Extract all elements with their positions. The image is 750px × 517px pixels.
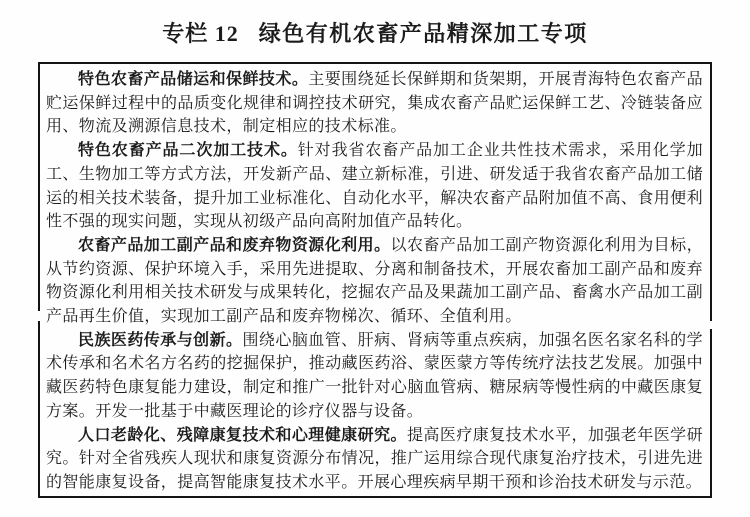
paragraph-body: 针对我省农畜产品加工企业共性技术需求，采用化学加工、生物加工等方式方法，开发新产品、建立新标准，引进、研发适于我省农畜产品加工储运的相关技术装备，提升加工业标准化、自动化水平，解决农畜产品附加值不高、食用便利性不强的现实问题，实现从初级产品向高附加值产品转化。 — [46, 142, 704, 231]
border-seam-right — [708, 321, 714, 329]
paragraph-body: 提高医疗康复技术水平，加强老年医学研究。针对全省残疾人现状和康复资源分布情况，推广运用综合现代康复治疗技术，引进先进的智能康复设备，提高智能康复技术水平。开展心理疾病早期干预和诊治技术研发与示范。 — [46, 426, 703, 491]
special-column-box — [38, 62, 712, 498]
panel-paragraph — [46, 139, 703, 234]
panel-paragraph — [46, 68, 703, 139]
paragraph-body: 以农畜产品加工副产物资源化利用为目标，从节约资源、保护环境入手，采用先进提取、分离和制备技术，开展农畜加工副产品和废弃物资源化利用相关技术研发与成果转化，挖掘农产品及果蔬加工副产品、畜禽水产品加工副产品再生价值，实现加工副产品和废弃物梯次、循环、全值利用。 — [46, 236, 703, 326]
title-text: 绿色有机农畜产品精深加工专项 — [258, 21, 588, 46]
border-seam-left — [36, 311, 42, 321]
paragraph-lead: 民族医药传承与创新。 — [78, 331, 243, 349]
paragraph-lead: 特色农畜产品二次加工技术。 — [78, 142, 298, 160]
page-title — [0, 17, 750, 48]
panel-paragraph — [46, 424, 703, 495]
paragraph-body: 主要围绕延长保鲜期和货架期，开展青海特色农畜产品贮运保鲜过程中的品质变化规律和调控技术研究，集成农畜产品贮运保鲜工艺、冷链装备应用、物流及溯源信息技术，制定相应的技术标准。 — [46, 71, 703, 136]
paragraph-body: 围绕心脑血管、肝病、肾病等重点疾病，加强名医名家名科的学术传承和名术名方名药的挖掘保护，推动藏医药浴、蒙医蒙方等传统疗法技艺发展。加强中藏医药特色康复能力建设，制定和推广一批针对心脑血管病、糖尿病等慢性病的中藏医康复方案。开发一批基于中藏医理论的诊疗仪器与设备。 — [46, 331, 703, 420]
paragraph-lead: 特色农畜产品储运和保鲜技术。 — [78, 71, 309, 88]
panel-paragraph — [46, 234, 703, 329]
paragraph-lead: 人口老龄化、残障康复技术和心理健康研究。 — [78, 426, 407, 444]
panel-paragraph — [46, 329, 703, 424]
paragraph-lead: 农畜产品加工副产品和废弃物资源化利用。 — [78, 236, 391, 254]
title-column-number: 专栏 12 — [162, 21, 239, 46]
